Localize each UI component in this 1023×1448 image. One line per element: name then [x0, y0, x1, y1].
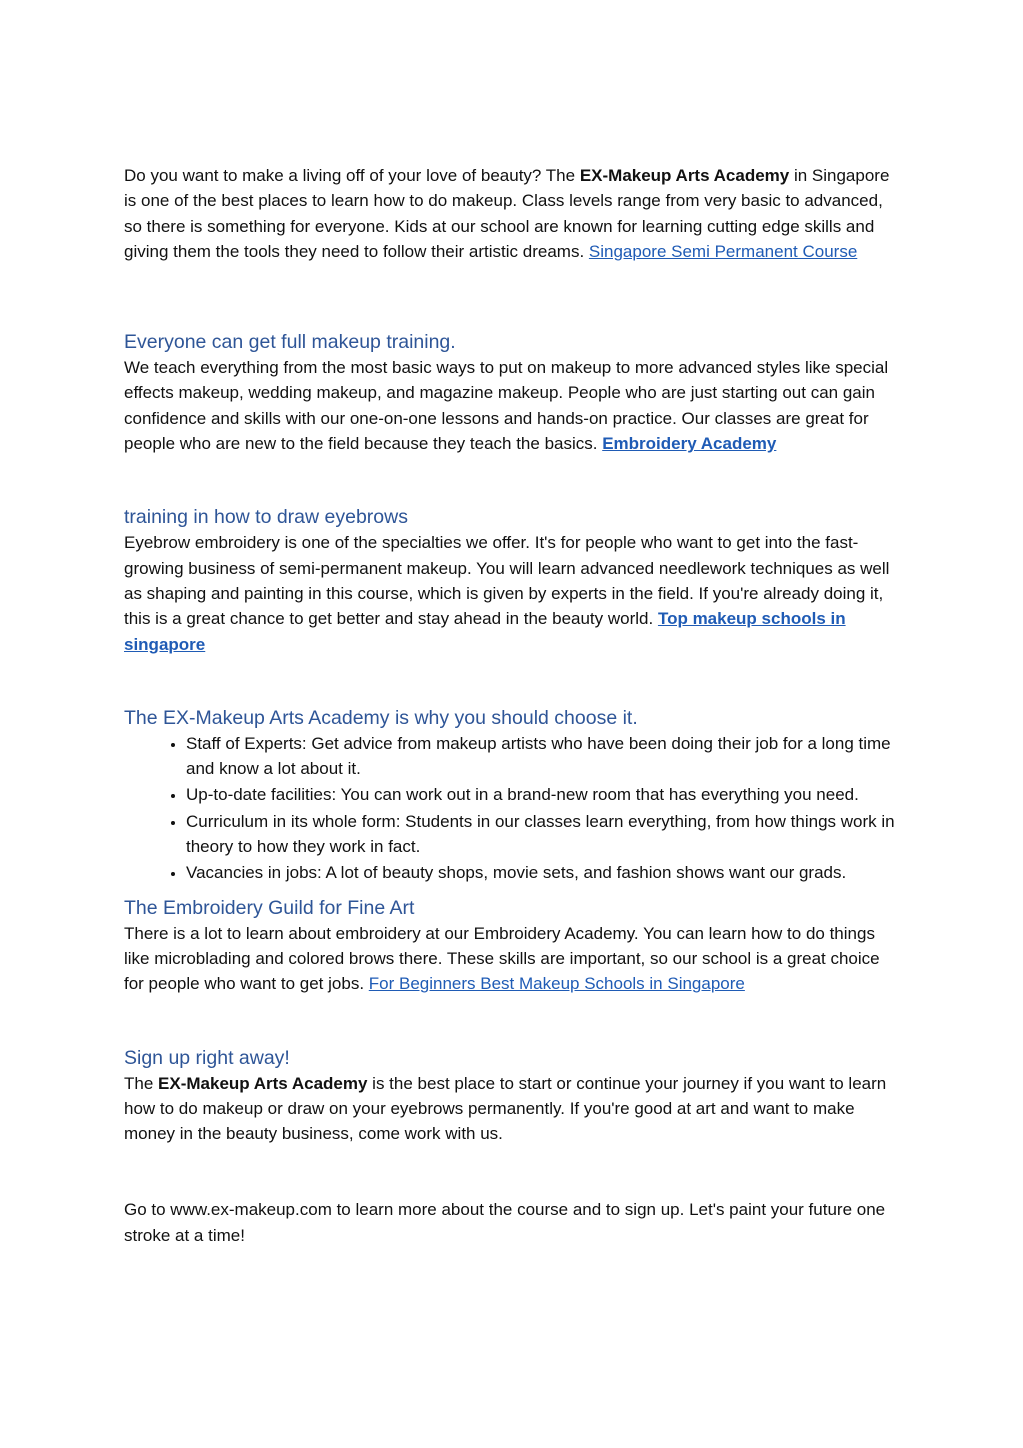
training-heading: Everyone can get full makeup training. — [124, 331, 456, 354]
top-makeup-schools-link[interactable]: Top makeup schools in singapore — [124, 609, 846, 654]
guild-paragraph — [124, 921, 899, 997]
closing-paragraph: Go to www.ex-makeup.com to learn more about the course and to sign up. Let's paint your future one stroke at a time! — [124, 1200, 886, 1245]
list-item: • Vacancies in jobs: A lot of beauty shops, movie sets, and fashion shows want our grads. — [186, 860, 899, 885]
document-page — [124, 163, 899, 1248]
intro-text-2: in Singapore is one of the best places to learn how to do makeup. Class levels range from very basic to advanced, so there is something for everyone. Kids at our school are known for learning cutting edge skills and giving them the tools they need to follow their artistic dreams. — [124, 166, 890, 261]
guild-heading: The Embroidery Guild for Fine Art — [124, 896, 415, 919]
training-paragraph — [124, 355, 899, 456]
signup-text-1: The — [124, 1073, 159, 1093]
training-text: We teach everything from the most basic ways to put on makeup to more advanced styles like special effects makeup, wedding makeup, and magazine makeup. People who are just starting out can gain confidence and skills with our one-on-one lessons and hands-on practice. Our classes are great for people who are new to the field because they teach the basics. — [124, 358, 889, 454]
list-item: • Up-to-date facilities: You can work out in a brand-new room that has everything you need. — [186, 782, 899, 807]
intro-paragraph — [124, 163, 899, 264]
signup-text-2: is the best place to start or continue your journey if you want to learn how to do makeup or draw on your eyebrows permanently. If you're good at art and want to make money in the beauty business, come work with us. — [124, 1073, 887, 1144]
list-item: • Curriculum in its whole form: Students in our classes learn everything, from how things work in theory to how they work in fact. — [186, 809, 899, 860]
intro-text-1: Do you want to make a living off of your love of beauty? The — [124, 166, 580, 185]
embroidery-academy-link[interactable]: Embroidery Academy — [602, 434, 777, 454]
list-item: • Staff of Experts: Get advice from makeup artists who have been doing their job for a long time and know a lot about it. — [186, 731, 899, 782]
beginners-makeup-schools-link[interactable]: For Beginners Best Makeup Schools in Singapore — [368, 974, 745, 994]
signup-heading: Sign up right away! — [124, 1046, 290, 1069]
singapore-semi-permanent-course-link[interactable]: Singapore Semi Permanent Course — [588, 241, 858, 261]
why-list — [124, 731, 899, 886]
eyebrows-paragraph — [124, 530, 899, 656]
intro-academy-name: EX-Makeup Arts Academy — [579, 166, 790, 185]
why-heading: The EX-Makeup Arts Academy is why you should choose it. — [124, 706, 638, 729]
signup-paragraph — [124, 1071, 899, 1147]
signup-academy-name: EX-Makeup Arts Academy — [158, 1073, 368, 1093]
eyebrows-text: Eyebrow embroidery is one of the specialties we offer. It's for people who want to get into the fast-growing business of semi-permanent makeup. You will learn advanced needlework techniques as well as shaping and painting in this course, which is given by experts in the field. If you're already doing it, this is a great chance to get better and stay ahead in the beauty world. — [124, 533, 890, 629]
guild-text: There is a lot to learn about embroidery at our Embroidery Academy. You can learn how to do things like microblading and colored brows there. These skills are important, so our school is a great choice for people who want to get jobs. — [124, 923, 880, 994]
eyebrows-heading: training in how to draw eyebrows — [124, 506, 408, 529]
